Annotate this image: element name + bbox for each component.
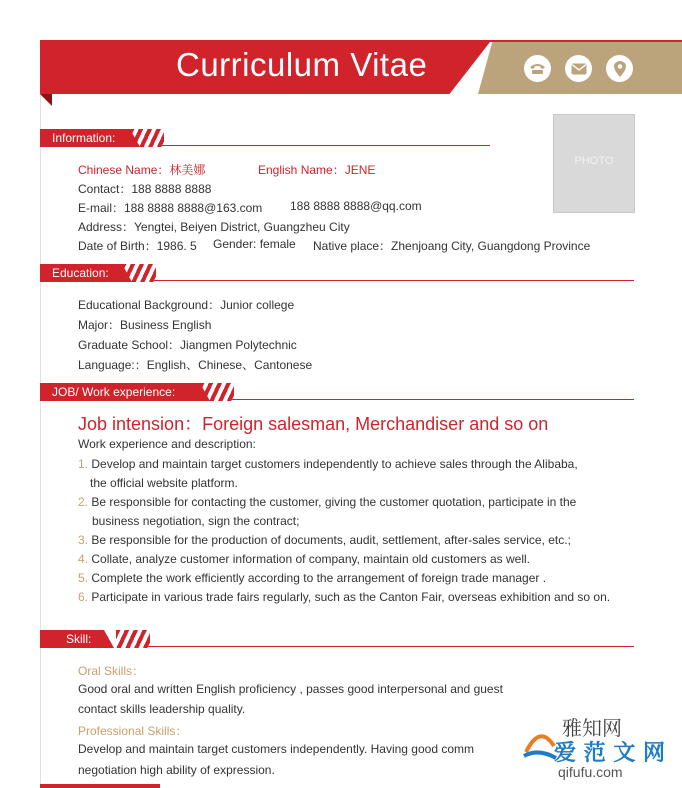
professional-skills-text: Develop and maintain target customers independently. Having good comm <box>78 742 474 756</box>
mail-icon <box>565 55 592 82</box>
section-rule <box>144 646 634 647</box>
item-number: 4. <box>78 552 89 566</box>
section-header-skill <box>40 630 634 648</box>
language: Language:：English、Chinese、Cantonese <box>78 358 313 372</box>
date-of-birth: Date of Birth：1986. 5 <box>78 239 197 253</box>
section-rule <box>150 280 634 281</box>
address: Address：Yengtei, Beiyen District, Guangzheu City <box>78 220 350 234</box>
section-title: Skill: <box>40 630 104 648</box>
item-text: Develop and maintain target customers independently to achieve sales through the Alibaba, <box>91 457 578 471</box>
list-item-continued: the official website platform. <box>90 476 238 490</box>
list-item <box>78 457 578 471</box>
graduate-school: Graduate School：Jiangmen Polytechnic <box>78 338 297 352</box>
native-place: Native place：Zhenjoang City, Guangdong Province <box>313 239 591 253</box>
list-item <box>78 571 546 585</box>
watermark-domain: qifufu.com <box>558 764 623 780</box>
section-title: Information: <box>40 129 130 147</box>
contact: Contact：188 8888 8888 <box>78 182 212 196</box>
list-item <box>78 552 530 566</box>
watermark-top: 雅知网 <box>562 716 622 740</box>
list-item <box>78 495 576 509</box>
section-title: JOB/ Work experience: <box>40 383 200 401</box>
email-2: 188 8888 8888@qq.com <box>290 199 422 213</box>
phone-icon <box>524 55 551 82</box>
item-number: 3. <box>78 533 89 547</box>
work-experience-heading: Work experience and description: <box>78 437 256 451</box>
item-text: Complete the work efficiently according to the arrangement of foreign trade manager . <box>91 571 547 585</box>
section-rule <box>160 145 490 146</box>
email: E-mail：188 8888 8888@163.com <box>78 201 263 215</box>
english-name: English Name：JENE <box>258 163 376 177</box>
oral-skills-text-2: contact skills leadership quality. <box>78 702 246 716</box>
professional-skills-text-2: negotiation high ability of expression. <box>78 763 275 777</box>
oral-skills-text: Good oral and written English proficiency , passes good interpersonal and guest <box>78 682 503 696</box>
section-title: Education: <box>40 264 122 282</box>
section-rule <box>230 399 634 400</box>
page-title: Curriculum Vitae <box>176 46 428 83</box>
location-icon <box>606 55 633 82</box>
list-item <box>78 533 571 547</box>
section-stripes <box>200 383 234 401</box>
job-intension: Job intension：Foreign salesman, Merchandiser and so on <box>78 414 549 434</box>
oral-skills-label: Oral Skills： <box>78 664 145 678</box>
item-number: 1. <box>78 457 89 471</box>
item-number: 6. <box>78 590 89 604</box>
educational-background: Educational Background：Junior college <box>78 298 295 312</box>
header-top-line <box>40 40 682 42</box>
section-header-information <box>40 129 492 147</box>
chinese-name: Chinese Name：林美娜 <box>78 163 206 177</box>
watermark <box>510 712 682 788</box>
item-number: 5. <box>78 571 89 585</box>
section-header-education <box>40 264 634 282</box>
watermark-middle: 爱 范 文 网 <box>554 741 665 766</box>
item-text: Be responsible for the production of documents, audit, settlement, after-sales service, etc.; <box>91 533 571 547</box>
section-header-job <box>40 383 634 401</box>
major: Major：Business English <box>78 318 212 332</box>
list-item-continued: business negotiation, sign the contract; <box>92 514 300 528</box>
next-section-edge <box>40 784 160 788</box>
list-item <box>78 590 610 604</box>
item-text: Collate, analyze customer information of company, maintain old customers as well. <box>91 552 530 566</box>
gender: Gender: female <box>213 237 296 251</box>
item-text: Be responsible for contacting the customer, giving the customer quotation, participate in the <box>91 495 577 509</box>
item-number: 2. <box>78 495 89 509</box>
section-stripes <box>130 129 164 147</box>
item-text: Participate in various trade fairs regularly, such as the Canton Fair, overseas exhibition and so on. <box>91 590 611 604</box>
professional-skills-label: Professional Skills： <box>78 724 188 738</box>
photo-placeholder: PHOTO <box>553 114 635 213</box>
